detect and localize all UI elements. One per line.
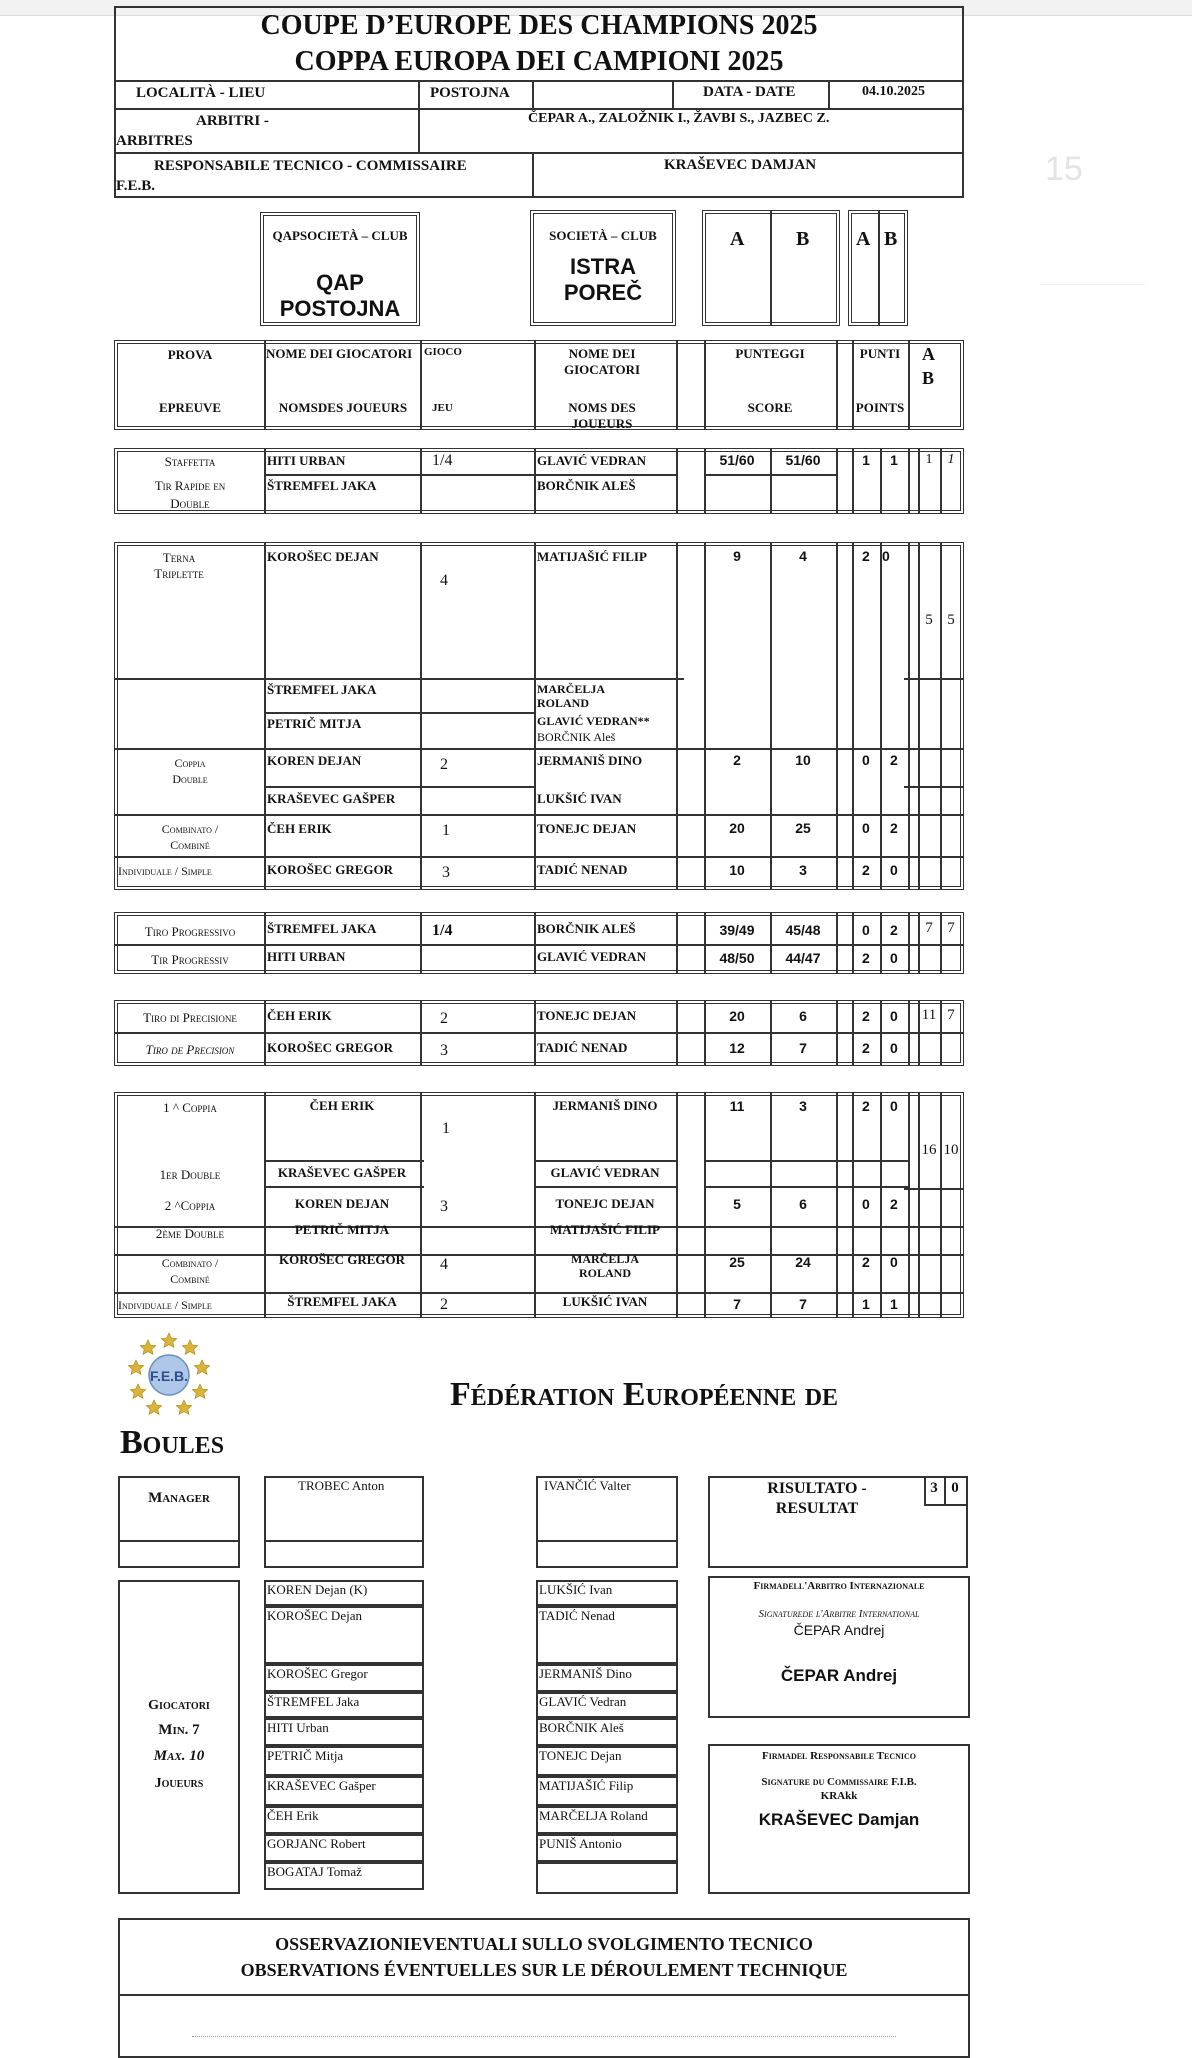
score-a: 2: [733, 752, 741, 768]
arbitri-label: ARBITRI -: [196, 113, 269, 129]
col-nome-giocatori: NOME DEI GIOCATORI: [266, 346, 413, 361]
divider: [676, 1092, 678, 1318]
points-b: 0: [890, 862, 898, 878]
divider: [118, 1540, 240, 1542]
player-b: JERMANIŠ DINO: [552, 1098, 658, 1113]
game-number: 1: [442, 822, 450, 839]
divider: [114, 814, 964, 816]
score-a: 12: [729, 1040, 745, 1056]
player-b: GLAVIĆ VEDRAN: [537, 453, 646, 468]
points-a: 0: [862, 752, 870, 768]
players-label-joueurs: Joueurs: [154, 1776, 204, 1791]
total-a: 1: [925, 452, 933, 467]
points-a: 2: [862, 1098, 870, 1114]
arbiter-signature-label-fr: Signaturede l'Arbitre International: [758, 1608, 920, 1620]
player-a: PETRIČ MITJA: [267, 716, 362, 731]
ghost-number: 15: [1045, 150, 1083, 188]
points-a: 0: [862, 820, 870, 836]
event-label: Double: [170, 496, 210, 511]
players-label: Giocatori: [148, 1698, 210, 1713]
arbiter-signature-name: ČEPAR Andrej: [780, 1666, 898, 1685]
divider: [704, 1160, 908, 1162]
player-a: KOREN DEJAN: [267, 753, 362, 768]
points-b: 2: [890, 922, 898, 938]
event-label: Triplette: [154, 566, 204, 581]
event-label: Double: [172, 772, 208, 786]
feb-logo: [126, 1330, 212, 1416]
points-a: 2: [862, 950, 870, 966]
divider: [676, 912, 678, 974]
divider: [918, 542, 920, 890]
feb-logo-text: F.E.B.: [149, 1368, 189, 1384]
col-punti: PUNTI: [859, 346, 901, 361]
game-number: 3: [442, 864, 450, 881]
points-a: 2: [862, 1008, 870, 1024]
total-a: 5: [925, 612, 933, 628]
score-b: 51/60: [785, 452, 821, 468]
divider: [770, 210, 772, 326]
player-b: TONEJC DEJAN: [537, 1008, 637, 1023]
game-number: 1/4: [432, 922, 453, 939]
points-b: 0: [890, 1008, 898, 1024]
club-a-name-2: POSTOJNA: [279, 296, 401, 321]
divider: [770, 542, 772, 890]
points-a: 2: [862, 1040, 870, 1056]
player-b: TADIĆ NENAD: [537, 1040, 628, 1055]
divider: [672, 80, 674, 108]
player-a: KOROŠEC GREGOR: [278, 1252, 406, 1267]
divider: [676, 1000, 678, 1066]
points-a: 2: [862, 1254, 870, 1270]
player-roster-name: MARČELJA Roland: [539, 1808, 648, 1823]
arbiter-signature-name-small: ČEPAR Andrej: [793, 1622, 885, 1638]
divider: [534, 1186, 676, 1188]
event-label: Combinato /: [161, 822, 219, 836]
divider: [904, 786, 964, 788]
club-b-header: SOCIETÀ – CLUB: [549, 228, 657, 243]
score-b: 7: [799, 1040, 807, 1056]
divider: [836, 912, 838, 974]
tech-signature-label-fr: Signature du Commissaire F.I.B.: [761, 1776, 917, 1788]
score-b: 6: [799, 1008, 807, 1024]
divider: [836, 1092, 838, 1318]
tech-label-2: F.E.B.: [116, 178, 156, 194]
title-fr: COUPE D’EUROPE DES CHAMPIONS 2025: [260, 10, 818, 41]
player-roster-name: PETRIČ Mitja: [267, 1748, 344, 1763]
divider: [264, 1000, 266, 1066]
score-b: 44/47: [785, 950, 821, 966]
divider: [534, 448, 536, 514]
event-label: Tiro Progressivo: [144, 924, 236, 939]
event-label: Coppia: [174, 756, 206, 770]
divider: [114, 80, 964, 82]
divider: [880, 912, 882, 974]
points-a: 2: [862, 862, 870, 878]
points-b: 2: [890, 820, 898, 836]
feb-logo-icon: [126, 1330, 212, 1416]
divider: [908, 542, 910, 890]
divider: [420, 448, 422, 514]
score-a: 48/50: [719, 950, 755, 966]
federation-name-2: Boules: [120, 1424, 225, 1461]
total-a: 16: [921, 1142, 937, 1158]
divider: [264, 1540, 424, 1542]
player-b: LUKŠIĆ IVAN: [537, 791, 622, 806]
player-b: GLAVIĆ VEDRAN**: [537, 714, 650, 728]
divider: [264, 542, 266, 890]
total-b: 7: [947, 1007, 955, 1023]
player-a: ČEH ERIK: [309, 1098, 375, 1113]
points-a: 2: [862, 548, 870, 564]
divider: [114, 152, 964, 154]
divider: [852, 542, 854, 890]
player-b: MARČELJA ROLAND: [571, 1252, 639, 1280]
divider: [676, 542, 678, 890]
divider: [114, 678, 684, 680]
player-b: JERMANIŠ DINO: [537, 753, 643, 768]
divider: [420, 912, 422, 974]
divider: [264, 712, 534, 714]
divider: [908, 1000, 910, 1066]
player-roster-name: TONEJC Dejan: [539, 1748, 622, 1763]
player-a: HITI URBAN: [267, 949, 346, 964]
player-b: GLAVIĆ VEDRAN: [537, 949, 646, 964]
manager-label: Manager: [148, 1490, 210, 1506]
player-a: ČEH ERIK: [267, 821, 332, 836]
col-gioco: GIOCO: [424, 346, 462, 358]
player-a: KOREN DEJAN: [294, 1196, 390, 1211]
player-roster-name: LUKŠIĆ Ivan: [539, 1582, 613, 1597]
total-a: 11: [921, 1007, 937, 1023]
divider: [904, 1188, 964, 1190]
score-a: 20: [729, 820, 745, 836]
score-a: 5: [733, 1196, 741, 1212]
date-label: DATA - DATE: [703, 84, 796, 100]
event-label: Terna: [162, 550, 196, 565]
player-roster-name: KOREN Dejan (K): [267, 1582, 368, 1597]
divider: [676, 448, 678, 514]
divider: [532, 80, 534, 108]
event-label: 2ème Double: [155, 1226, 225, 1241]
player-b: BORČNIK ALEŠ: [537, 478, 636, 493]
player-roster-name: GORJANC Robert: [267, 1836, 366, 1851]
event-label: Individuale / Simple: [118, 1298, 212, 1312]
player-a: HITI URBAN: [267, 453, 346, 468]
divider: [878, 210, 880, 326]
game-number: 2: [440, 1010, 448, 1027]
observations-title-it: OSSERVAZIONIEVENTUALI SULLO SVOLGIMENTO TECNICO: [275, 1934, 813, 1954]
divider: [264, 448, 266, 514]
points-b: 0: [890, 1098, 898, 1114]
score-b: 10: [795, 752, 811, 768]
tech-value: KRAŠEVEC DAMJAN: [664, 157, 817, 173]
divider: [534, 542, 536, 890]
divider: [264, 474, 678, 476]
divider: [534, 912, 536, 974]
divider: [924, 1504, 968, 1506]
points-a: 0: [862, 1196, 870, 1212]
divider: [880, 542, 882, 890]
score-a: 20: [729, 1008, 745, 1024]
col-jeu: JEU: [432, 402, 453, 414]
player-a: ŠTREMFEL JAKA: [267, 478, 377, 493]
player-roster-name: ŠTREMFEL Jaka: [267, 1694, 360, 1709]
player-b: TONEJC DEJAN: [537, 821, 637, 836]
federation-name: Fédération Européenne de: [450, 1376, 839, 1413]
player-b: MATIJAŠIĆ FILIP: [537, 549, 647, 564]
points-b: 0: [890, 1040, 898, 1056]
divider: [420, 542, 422, 890]
divider: [940, 542, 942, 890]
arbiter-signature-box: [708, 1576, 970, 1718]
divider: [534, 1000, 536, 1066]
tech-signature-label: Firmadel Responsabile Tecnico: [762, 1750, 916, 1762]
points-a: 0: [862, 922, 870, 938]
arbiter-signature-label: Firmadell'Arbitro Internazionale: [753, 1580, 925, 1592]
divider: [852, 912, 854, 974]
score-b: 4: [799, 548, 807, 564]
total-b: 5: [947, 612, 955, 628]
event-label: Combinato /: [161, 1256, 219, 1270]
total-b: 10: [943, 1142, 959, 1158]
player-roster-name: GLAVIĆ Vedran: [539, 1694, 627, 1709]
divider: [118, 1994, 970, 1996]
score-a: 51/60: [719, 452, 755, 468]
result-label: RISULTATO -: [767, 1480, 867, 1497]
ghost-line: [1040, 284, 1145, 285]
total-a: 7: [925, 920, 933, 936]
points-b: 2: [890, 1196, 898, 1212]
game-number: 4: [440, 572, 448, 589]
player-a: ŠTREMFEL JAKA: [267, 682, 377, 697]
player-a: ŠTREMFEL JAKA: [267, 921, 377, 936]
score-a: 7: [733, 1296, 741, 1312]
player-roster-name: KOROŠEC Dejan: [267, 1608, 362, 1623]
divider: [264, 1186, 424, 1188]
result-label-2: RESULTAT: [775, 1500, 859, 1517]
player-b: LUKŠIĆ IVAN: [562, 1294, 648, 1309]
divider: [880, 1092, 882, 1318]
game-number: 2: [440, 756, 448, 773]
divider: [904, 678, 964, 680]
score-a: 10: [729, 862, 745, 878]
col-ab-b: B: [922, 368, 935, 388]
tech-signature-name: KRAŠEVEC Damjan: [758, 1810, 920, 1829]
col-noms-joueurs: NOMSDES JOUEURS: [278, 400, 408, 415]
divider: [836, 1000, 838, 1066]
player-a: KRAŠEVEC GAŠPER: [267, 791, 396, 806]
divider: [534, 340, 536, 430]
divider: [420, 1092, 422, 1318]
score-b: 25: [795, 820, 811, 836]
club-a-header: QAPSOCIETÀ – CLUB: [272, 228, 408, 243]
score-col-a: A: [730, 228, 745, 250]
divider: [264, 1160, 424, 1162]
players-label-min: Min. 7: [158, 1722, 200, 1738]
points-b: 0: [882, 548, 890, 564]
divider: [836, 542, 838, 890]
divider: [852, 1000, 854, 1066]
col-epreuve: EPREUVE: [158, 400, 222, 415]
game-number: 1/4: [432, 452, 453, 469]
event-label: Tiro de Precision: [145, 1042, 235, 1057]
score-b: 7: [799, 1296, 807, 1312]
divider: [676, 340, 678, 430]
game-number: 2: [440, 1296, 448, 1313]
divider: [836, 448, 838, 514]
player-roster-cell: [536, 1862, 678, 1894]
score-a: 25: [729, 1254, 745, 1270]
divider: [908, 912, 910, 974]
divider: [908, 1092, 910, 1318]
player-a: PETRIČ MITJA: [294, 1222, 390, 1237]
event-label: 1 ^ Coppia: [163, 1100, 217, 1115]
score-b: 3: [799, 1098, 807, 1114]
divider: [534, 1160, 676, 1162]
arbitri-label-2: ARBITRES: [116, 133, 193, 149]
col-punteggi: PUNTEGGI: [735, 346, 805, 361]
player-b: BORČNIK Aleš: [537, 730, 616, 744]
observations-dotted-line: [192, 2036, 896, 2037]
date-value: 04.10.2025: [862, 84, 925, 99]
locality-label: LOCALITÀ - LIEU: [136, 85, 266, 101]
player-b: BORČNIK ALEŠ: [537, 921, 636, 936]
observations-title-fr: OBSERVATIONS ÉVENTUELLES SUR LE DÉROULEMENT TECHNIQUE: [240, 1960, 848, 1980]
divider: [536, 1540, 678, 1542]
total-b: 7: [947, 920, 955, 936]
player-roster-name: KOROŠEC Gregor: [267, 1666, 368, 1681]
player-roster-name: MATIJAŠIĆ Filip: [539, 1778, 634, 1793]
divider: [828, 80, 830, 108]
player-a: ŠTREMFEL JAKA: [287, 1294, 397, 1309]
event-label: Combiné: [170, 1272, 210, 1286]
divider: [418, 80, 420, 152]
col-score: SCORE: [747, 400, 793, 415]
event-label: 2 ^Coppia: [164, 1198, 216, 1213]
divider: [420, 340, 422, 430]
title-it: COPPA EUROPA DEI CAMPIONI 2025: [294, 46, 784, 77]
divider: [420, 1000, 422, 1066]
divider: [114, 856, 964, 858]
divider: [852, 1092, 854, 1318]
player-a: KRAŠEVEC GAŠPER: [277, 1165, 407, 1180]
divider: [264, 912, 266, 974]
player-b: TONEJC DEJAN: [555, 1196, 655, 1211]
player-roster-name: KRAŠEVEC Gašper: [267, 1778, 376, 1793]
score-b: 24: [795, 1254, 811, 1270]
arbitri-value: ČEPAR A., ZALOŽNIK I., ŽAVBI S., JAZBEC Z.: [528, 111, 830, 126]
points-col-a: A: [856, 228, 871, 250]
points-b: 0: [890, 1254, 898, 1270]
player-roster-name: BORČNIK Aleš: [539, 1720, 624, 1735]
player-roster-name: JERMANIŠ Dino: [539, 1666, 632, 1681]
col-ab-a: A: [922, 344, 935, 364]
divider: [918, 1092, 920, 1318]
col-prova: PROVA: [167, 347, 213, 362]
points-b: 1: [890, 1296, 898, 1312]
divider: [940, 1092, 942, 1318]
manager-b: IVANČIĆ Valter: [544, 1478, 631, 1493]
game-number: 4: [440, 1256, 448, 1273]
divider: [704, 542, 706, 890]
col-nome-giocatori-r: NOME DEI GIOCATORI: [563, 346, 641, 377]
score-a: 39/49: [719, 922, 755, 938]
divider: [908, 340, 910, 430]
player-b: GLAVIĆ VEDRAN: [550, 1165, 660, 1180]
game-number: 3: [440, 1042, 448, 1059]
event-label: Staffetta: [164, 454, 216, 469]
result-a: 3: [930, 1480, 938, 1496]
tech-label: RESPONSABILE TECNICO - COMMISSAIRE: [154, 158, 467, 174]
points-a: 1: [862, 1296, 870, 1312]
player-a: KOROŠEC GREGOR: [267, 1040, 394, 1055]
score-col-b: B: [796, 228, 810, 250]
divider: [532, 152, 534, 196]
player-roster-name: BOGATAJ Tomaž: [267, 1864, 362, 1879]
event-label: Tir Rapide en: [154, 478, 226, 493]
divider: [704, 1186, 908, 1188]
player-a: ČEH ERIK: [267, 1008, 332, 1023]
players-label-max: Max. 10: [153, 1748, 205, 1764]
event-label: Combiné: [170, 838, 210, 852]
score-a: 9: [733, 548, 741, 564]
club-b-name: ISTRA: [570, 254, 636, 279]
event-label: Tir Progressiv: [151, 952, 229, 967]
divider: [836, 340, 838, 430]
game-number: 1: [442, 1120, 450, 1137]
score-a: 11: [729, 1098, 745, 1114]
player-roster-name: HITI Urban: [267, 1720, 329, 1735]
player-b: TADIĆ NENAD: [537, 862, 628, 877]
col-points: POINTS: [855, 400, 905, 415]
event-label: 1er Double: [159, 1167, 221, 1182]
divider: [880, 1000, 882, 1066]
game-number: 3: [440, 1198, 448, 1215]
points-b: 1: [890, 452, 898, 468]
points-col-b: B: [884, 228, 898, 250]
points-b: 2: [890, 752, 898, 768]
points-a: 1: [862, 452, 870, 468]
total-b: 1: [947, 452, 955, 467]
manager-a: TROBEC Anton: [298, 1478, 385, 1493]
player-roster-name: TADIĆ Nenad: [539, 1608, 615, 1623]
player-a: KOROŠEC GREGOR: [267, 862, 394, 877]
player-roster-name: PUNIŠ Antonio: [539, 1836, 622, 1851]
score-b: 3: [799, 862, 807, 878]
player-a: KOROŠEC DEJAN: [267, 549, 379, 564]
player-b: MATIJAŠIĆ FILIP: [550, 1222, 660, 1237]
club-b-name-2: POREČ: [563, 280, 643, 305]
player-roster-name: ČEH Erik: [267, 1808, 319, 1823]
locality-value: POSTOJNA: [430, 85, 510, 101]
divider: [114, 748, 964, 750]
club-a-name: QAP: [316, 270, 364, 295]
score-b: 45/48: [785, 922, 821, 938]
event-label: Individuale / Simple: [118, 864, 212, 878]
tech-signature-scribble: KRAkk: [820, 1790, 858, 1802]
divider: [908, 448, 910, 514]
divider: [264, 786, 534, 788]
score-b: 6: [799, 1196, 807, 1212]
event-label: Tiro di Precisione: [143, 1010, 237, 1025]
player-b: MARČELJA ROLAND: [537, 682, 605, 710]
divider: [114, 108, 964, 110]
col-noms-joueurs-r: NOMS DES JOUEURS: [568, 400, 636, 431]
result-b: 0: [951, 1480, 959, 1496]
points-b: 0: [890, 950, 898, 966]
